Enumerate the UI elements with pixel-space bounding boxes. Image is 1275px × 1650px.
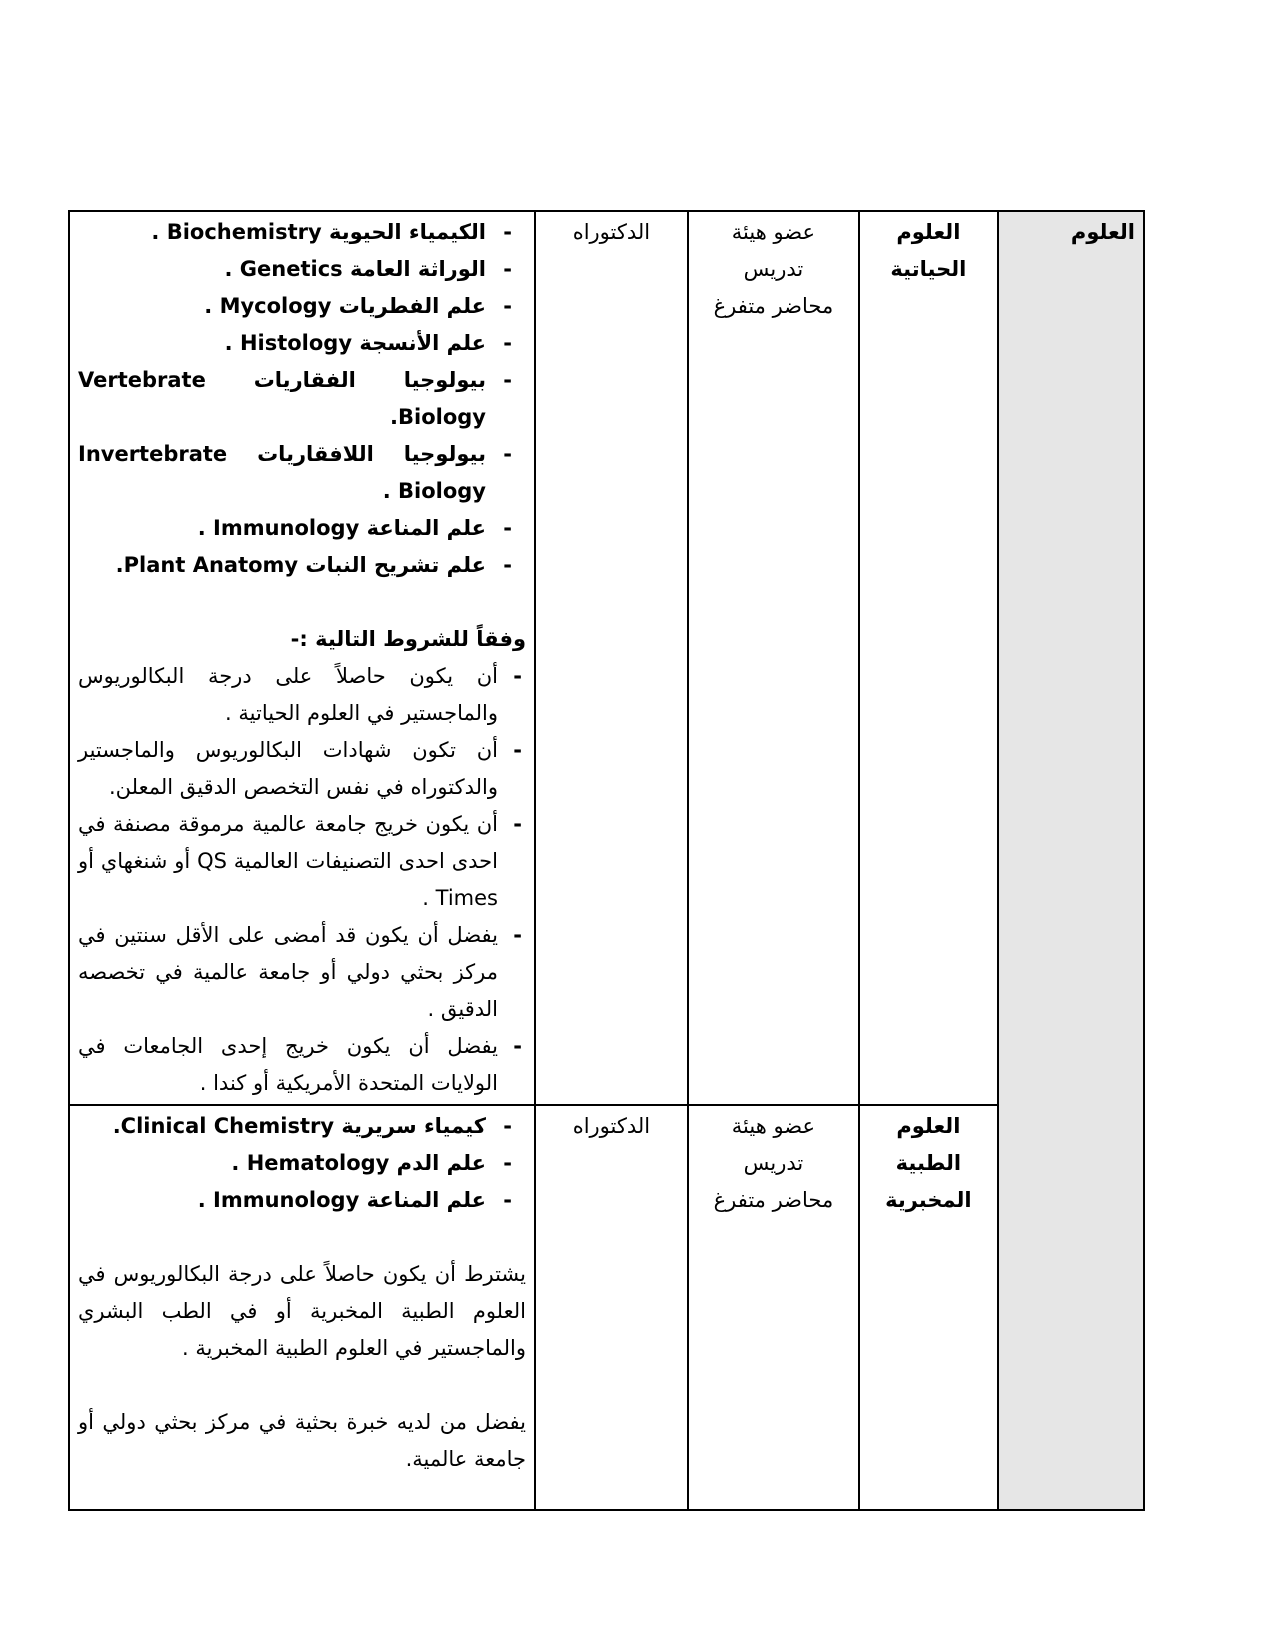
department-cell: العلوم الحياتية — [859, 211, 998, 1105]
specialization-item: - علم المناعة Immunology . — [197, 516, 512, 540]
position-cell — [688, 1105, 859, 1510]
position-line: تدريس — [743, 1151, 804, 1175]
position-line: عضو هيئة — [731, 220, 816, 244]
position-cell — [688, 211, 859, 1105]
condition-item: - أن يكون حاصلاً على درجة البكالوريوس والماجستير في العلوم الحياتية . — [78, 664, 522, 725]
positions-table — [68, 210, 1145, 1511]
department-cell: العلوم الطبية المخبرية — [859, 1105, 998, 1510]
table-row — [69, 1105, 1144, 1510]
condition-item: - يفضل أن يكون قد أمضى على الأقل سنتين في مركز بحثي دولي أو جامعة عالمية في تخصصه الدقيق . — [78, 923, 522, 1021]
specialization-item: - علم الدم Hematology . — [231, 1151, 512, 1175]
requirement-paragraph: يشترط أن يكون حاصلاً على درجة البكالوريوس في العلوم الطبية المخبرية أو في الطب البشري والماجستير في العلوم الطبية المخبرية . — [78, 1262, 526, 1360]
conditions-heading: وفقاً للشروط التالية :- — [290, 627, 526, 651]
position-line: عضو هيئة — [731, 1114, 816, 1138]
specialization-item: - الكيمياء الحيوية Biochemistry . — [151, 220, 512, 244]
specialization-item: - علم الأنسجة Histology . — [224, 331, 512, 355]
position-line: محاضر متفرغ — [713, 294, 834, 318]
specialization-item: - علم المناعة Immunology . — [197, 1188, 512, 1212]
specialization-item: - بيولوجيا الفقاريات Vertebrate Biology. — [78, 368, 512, 429]
table-row — [69, 211, 1144, 1105]
condition-item: - أن يكون خريج جامعة عالمية مرموقة مصنفة في احدى احدى التصنيفات العالمية QS أو شنغهاي أو Times . — [78, 812, 522, 910]
specialization-item: - الوراثة العامة Genetics . — [224, 257, 512, 281]
degree-cell: الدكتوراه — [535, 211, 688, 1105]
specialization-item: - بيولوجيا اللافقاريات Invertebrate Biology . — [78, 442, 512, 503]
details-cell — [69, 211, 535, 1105]
condition-item: - أن تكون شهادات البكالوريوس والماجستير والدكتوراه في نفس التخصص الدقيق المعلن. — [78, 738, 522, 799]
position-line: تدريس — [743, 257, 804, 281]
preference-paragraph: يفضل من لديه خبرة بحثية في مركز بحثي دولي أو جامعة عالمية. — [78, 1410, 526, 1471]
specialization-item: - علم الفطريات Mycology . — [204, 294, 512, 318]
condition-item: - يفضل أن يكون خريج إحدى الجامعات في الولايات المتحدة الأمريكية أو كندا . — [78, 1034, 522, 1095]
degree-cell: الدكتوراه — [535, 1105, 688, 1510]
position-line: محاضر متفرغ — [713, 1188, 834, 1212]
specialization-item: - علم تشريح النبات Plant Anatomy. — [115, 553, 512, 577]
details-cell — [69, 1105, 535, 1510]
section-cell: العلوم — [998, 211, 1144, 1510]
specialization-item: - كيمياء سريرية Clinical Chemistry. — [112, 1114, 512, 1138]
